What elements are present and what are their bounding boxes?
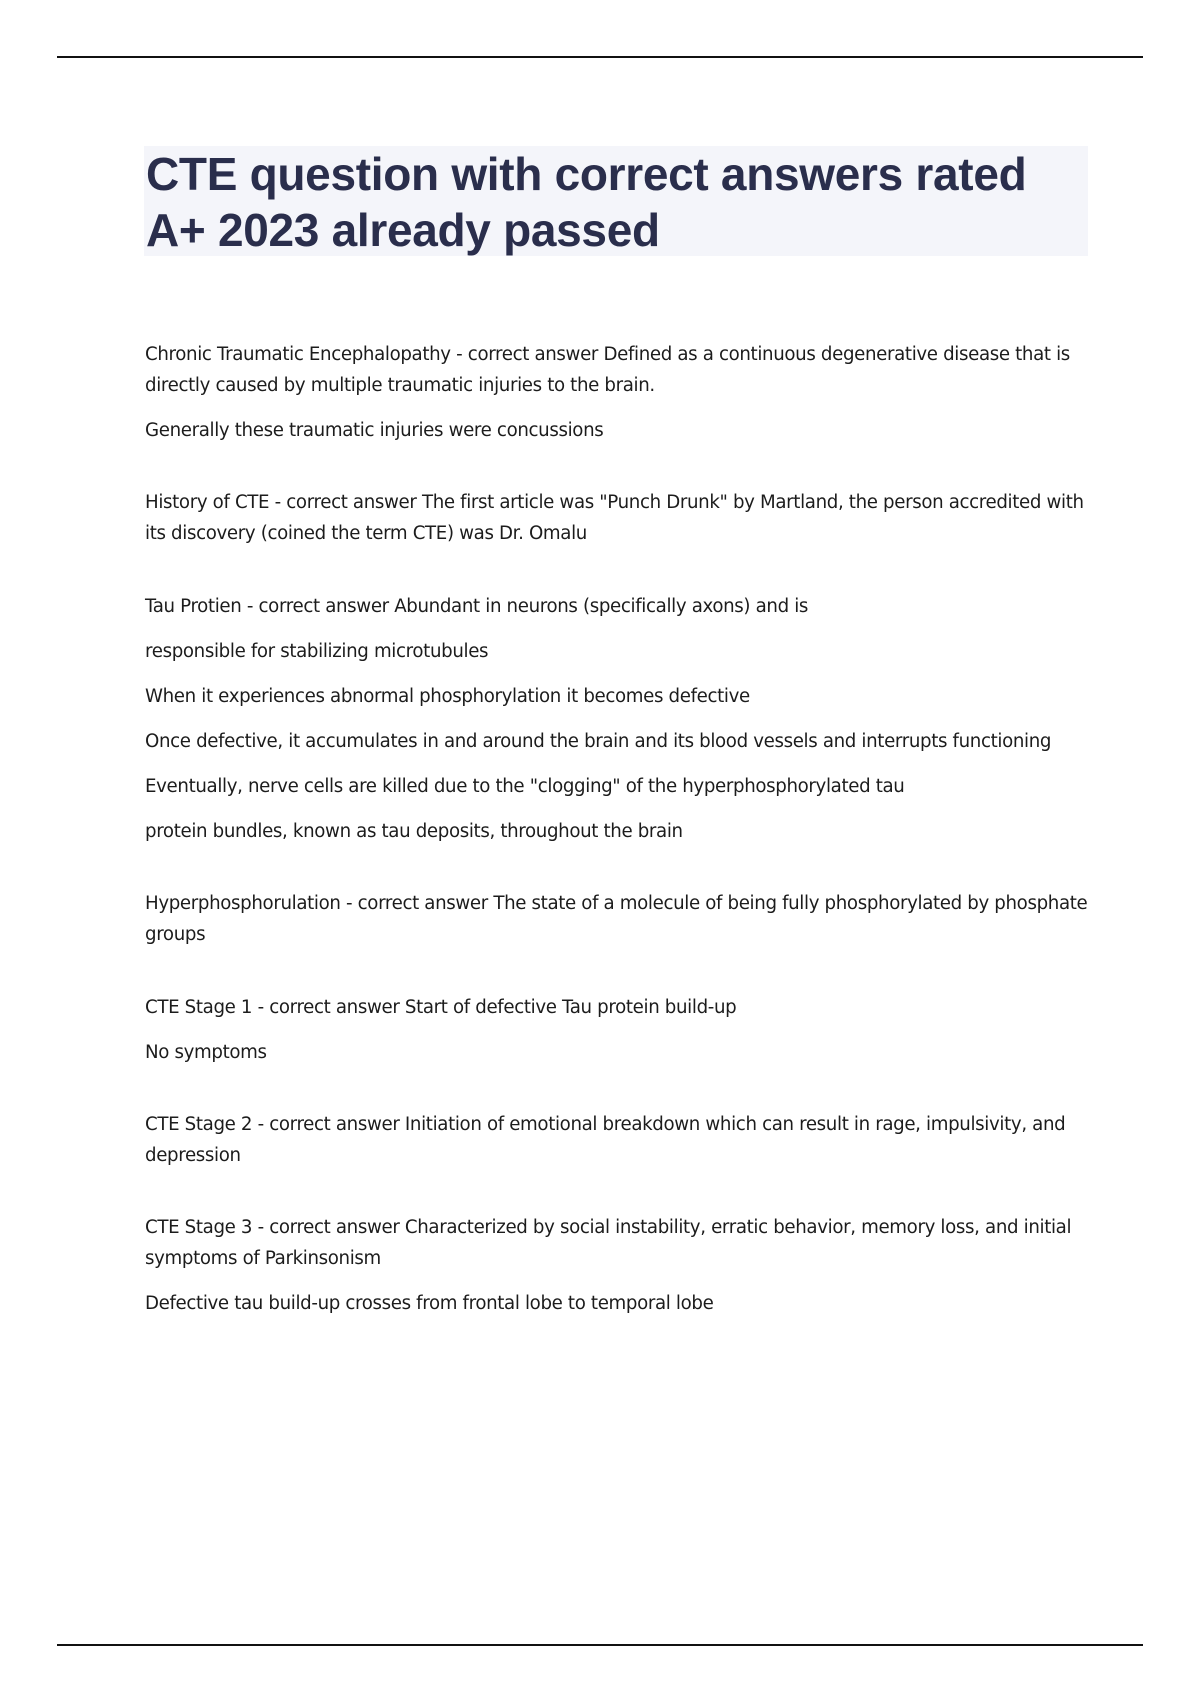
qa-entry: [145, 340, 1095, 446]
qa-entry: [145, 992, 1095, 1068]
entry-text: Eventually, nerve cells are killed due to the "clogging" of the hyperphosphorylated tau: [145, 776, 905, 797]
entry-text: When it experiences abnormal phosphorylation it becomes defective: [145, 686, 750, 707]
title-block: [144, 146, 1088, 256]
entry-text: protein bundles, known as tau deposits, throughout the brain: [145, 821, 683, 842]
top-rule: [57, 56, 1143, 58]
entry-text: Once defective, it accumulates in and around the brain and its blood vessels and interrupts functioning: [145, 731, 1052, 752]
qa-entry: [145, 1110, 1095, 1171]
entry-text: Generally these traumatic injuries were concussions: [145, 420, 604, 441]
qa-entry: [145, 1213, 1095, 1319]
document-body: [145, 340, 1095, 1361]
entry-text: Hyperphosphorulation - correct answer The state of a molecule of being fully phosphorylated by phosphate groups: [145, 893, 1088, 945]
document-title: CTE question with correct answers rated A+ 2023 already passed: [146, 148, 1027, 256]
entry-text: No symptoms: [145, 1042, 267, 1063]
entry-text: Defective tau build-up crosses from frontal lobe to temporal lobe: [145, 1293, 714, 1314]
entry-text: CTE Stage 3 - correct answer Characterized by social instability, erratic behavior, memory loss, and initial symptoms of Parkinsonism: [145, 1217, 1072, 1269]
entry-text: Chronic Traumatic Encephalopathy - correct answer Defined as a continuous degenerative disease that is directly caused by multiple traumatic injuries to the brain.: [145, 344, 1070, 396]
entry-text: CTE Stage 2 - correct answer Initiation of emotional breakdown which can result in rage, impulsivity, and depression: [145, 1114, 1066, 1166]
entry-text: Tau Protien - correct answer Abundant in neurons (specifically axons) and is: [145, 596, 809, 617]
entry-text: History of CTE - correct answer The first article was "Punch Drunk" by Martland, the person accredited with its discovery (coined the term CTE) was Dr. Omalu: [145, 492, 1084, 544]
bottom-rule: [57, 1644, 1143, 1646]
qa-entry: [145, 488, 1095, 549]
entry-text: CTE Stage 1 - correct answer Start of defective Tau protein build-up: [145, 997, 737, 1018]
qa-entry: [145, 591, 1095, 847]
entry-text: responsible for stabilizing microtubules: [145, 641, 489, 662]
qa-entry: [145, 889, 1095, 950]
